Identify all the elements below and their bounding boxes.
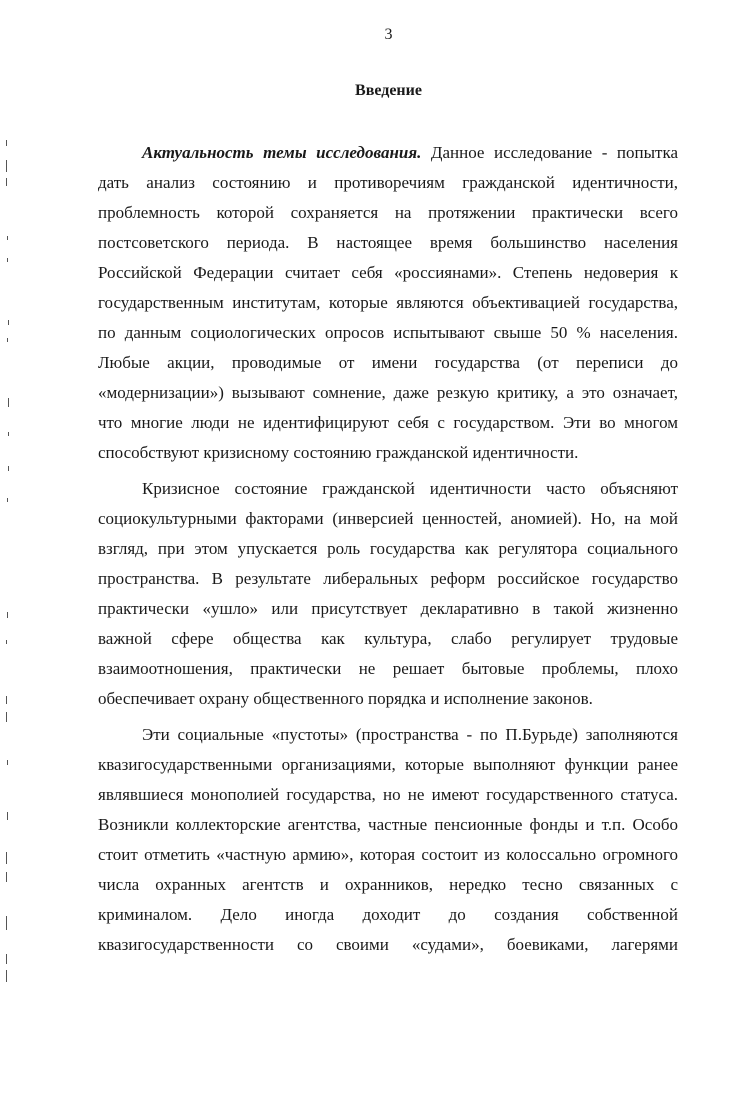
scan-margin-marks — [0, 0, 20, 1100]
lead-line-rest: Данное исследование - попытка — [421, 143, 679, 162]
paragraph-line: являвшиеся монополией государства, но не имеют государственного статуса. — [98, 785, 678, 804]
paragraph-line: практически «ушло» или присутствует декларативно в такой жизненно — [98, 599, 678, 618]
paragraph-line: взгляд, при этом упускается роль государства как регулятора социального — [98, 539, 678, 558]
paragraph-line: Эти социальные «пустоты» (пространства - по П.Бурьде) заполняются — [142, 725, 678, 744]
paragraph-line: проблемность которой сохраняется на протяжении практически всего — [98, 203, 678, 222]
paragraph-line: Возникли коллекторские агентства, частные пенсионные фонды и т.п. Особо — [98, 815, 678, 834]
paragraph-1 — [98, 138, 678, 468]
paragraph-line — [98, 138, 678, 168]
lead-phrase: Актуальность темы исследования. — [142, 143, 422, 162]
paragraph-line: квазигосударственными организациями, которые выполняют функции ранее — [98, 755, 678, 774]
paragraph-line: по данным социологических опросов испытывают свыше 50 % населения. — [98, 323, 678, 342]
paragraph-line: криминалом. Дело иногда доходит до создания собственной — [98, 905, 678, 924]
paragraph-line: обеспечивает охрану общественного порядка и исполнение законов. — [98, 689, 593, 708]
paragraph-line: способствуют кризисному состоянию гражданской идентичности. — [98, 443, 579, 462]
paragraph-line: постсоветского периода. В настоящее время большинство населения — [98, 233, 678, 252]
page-number: 3 — [384, 26, 393, 43]
section-heading: Введение — [355, 82, 422, 99]
paragraph-line: Любые акции, проводимые от имени государства (от переписи до — [98, 353, 678, 372]
paragraph-3 — [98, 720, 678, 960]
paragraph-line: Кризисное состояние гражданской идентичности часто объясняют — [142, 479, 678, 498]
body-text — [98, 138, 678, 960]
paragraph-line: Российской Федерации считает себя «россиянами». Степень недоверия к — [98, 263, 678, 282]
paragraph-line: числа охранных агентств и охранников, нередко тесно связанных с — [98, 875, 678, 894]
paragraph-line: социокультурными факторами (инверсией ценностей, аномией). Но, на мой — [98, 509, 678, 528]
paragraph-line: что многие люди не идентифицируют себя с государством. Эти во многом — [98, 413, 678, 432]
paragraph-line: взаимоотношения, практически не решает бытовые проблемы, плохо — [98, 659, 678, 678]
paragraph-line: важной сфере общества как культура, слабо регулирует трудовые — [98, 629, 678, 648]
paragraph-2 — [98, 474, 678, 714]
paragraph-line: государственным институтам, которые являются объективацией государства, — [98, 293, 678, 312]
paragraph-line: квазигосударственности со своими «судами», боевиками, лагерями — [98, 935, 678, 954]
paragraph-line: пространства. В результате либеральных реформ российское государство — [98, 569, 678, 588]
paragraph-line: стоит отметить «частную армию», которая состоит из колоссально огромного — [98, 845, 678, 864]
paragraph-line: «модернизации») вызывают сомнение, даже резкую критику, а это означает, — [98, 383, 678, 402]
paragraph-line: дать анализ состоянию и противоречиям гражданской идентичности, — [98, 173, 678, 192]
